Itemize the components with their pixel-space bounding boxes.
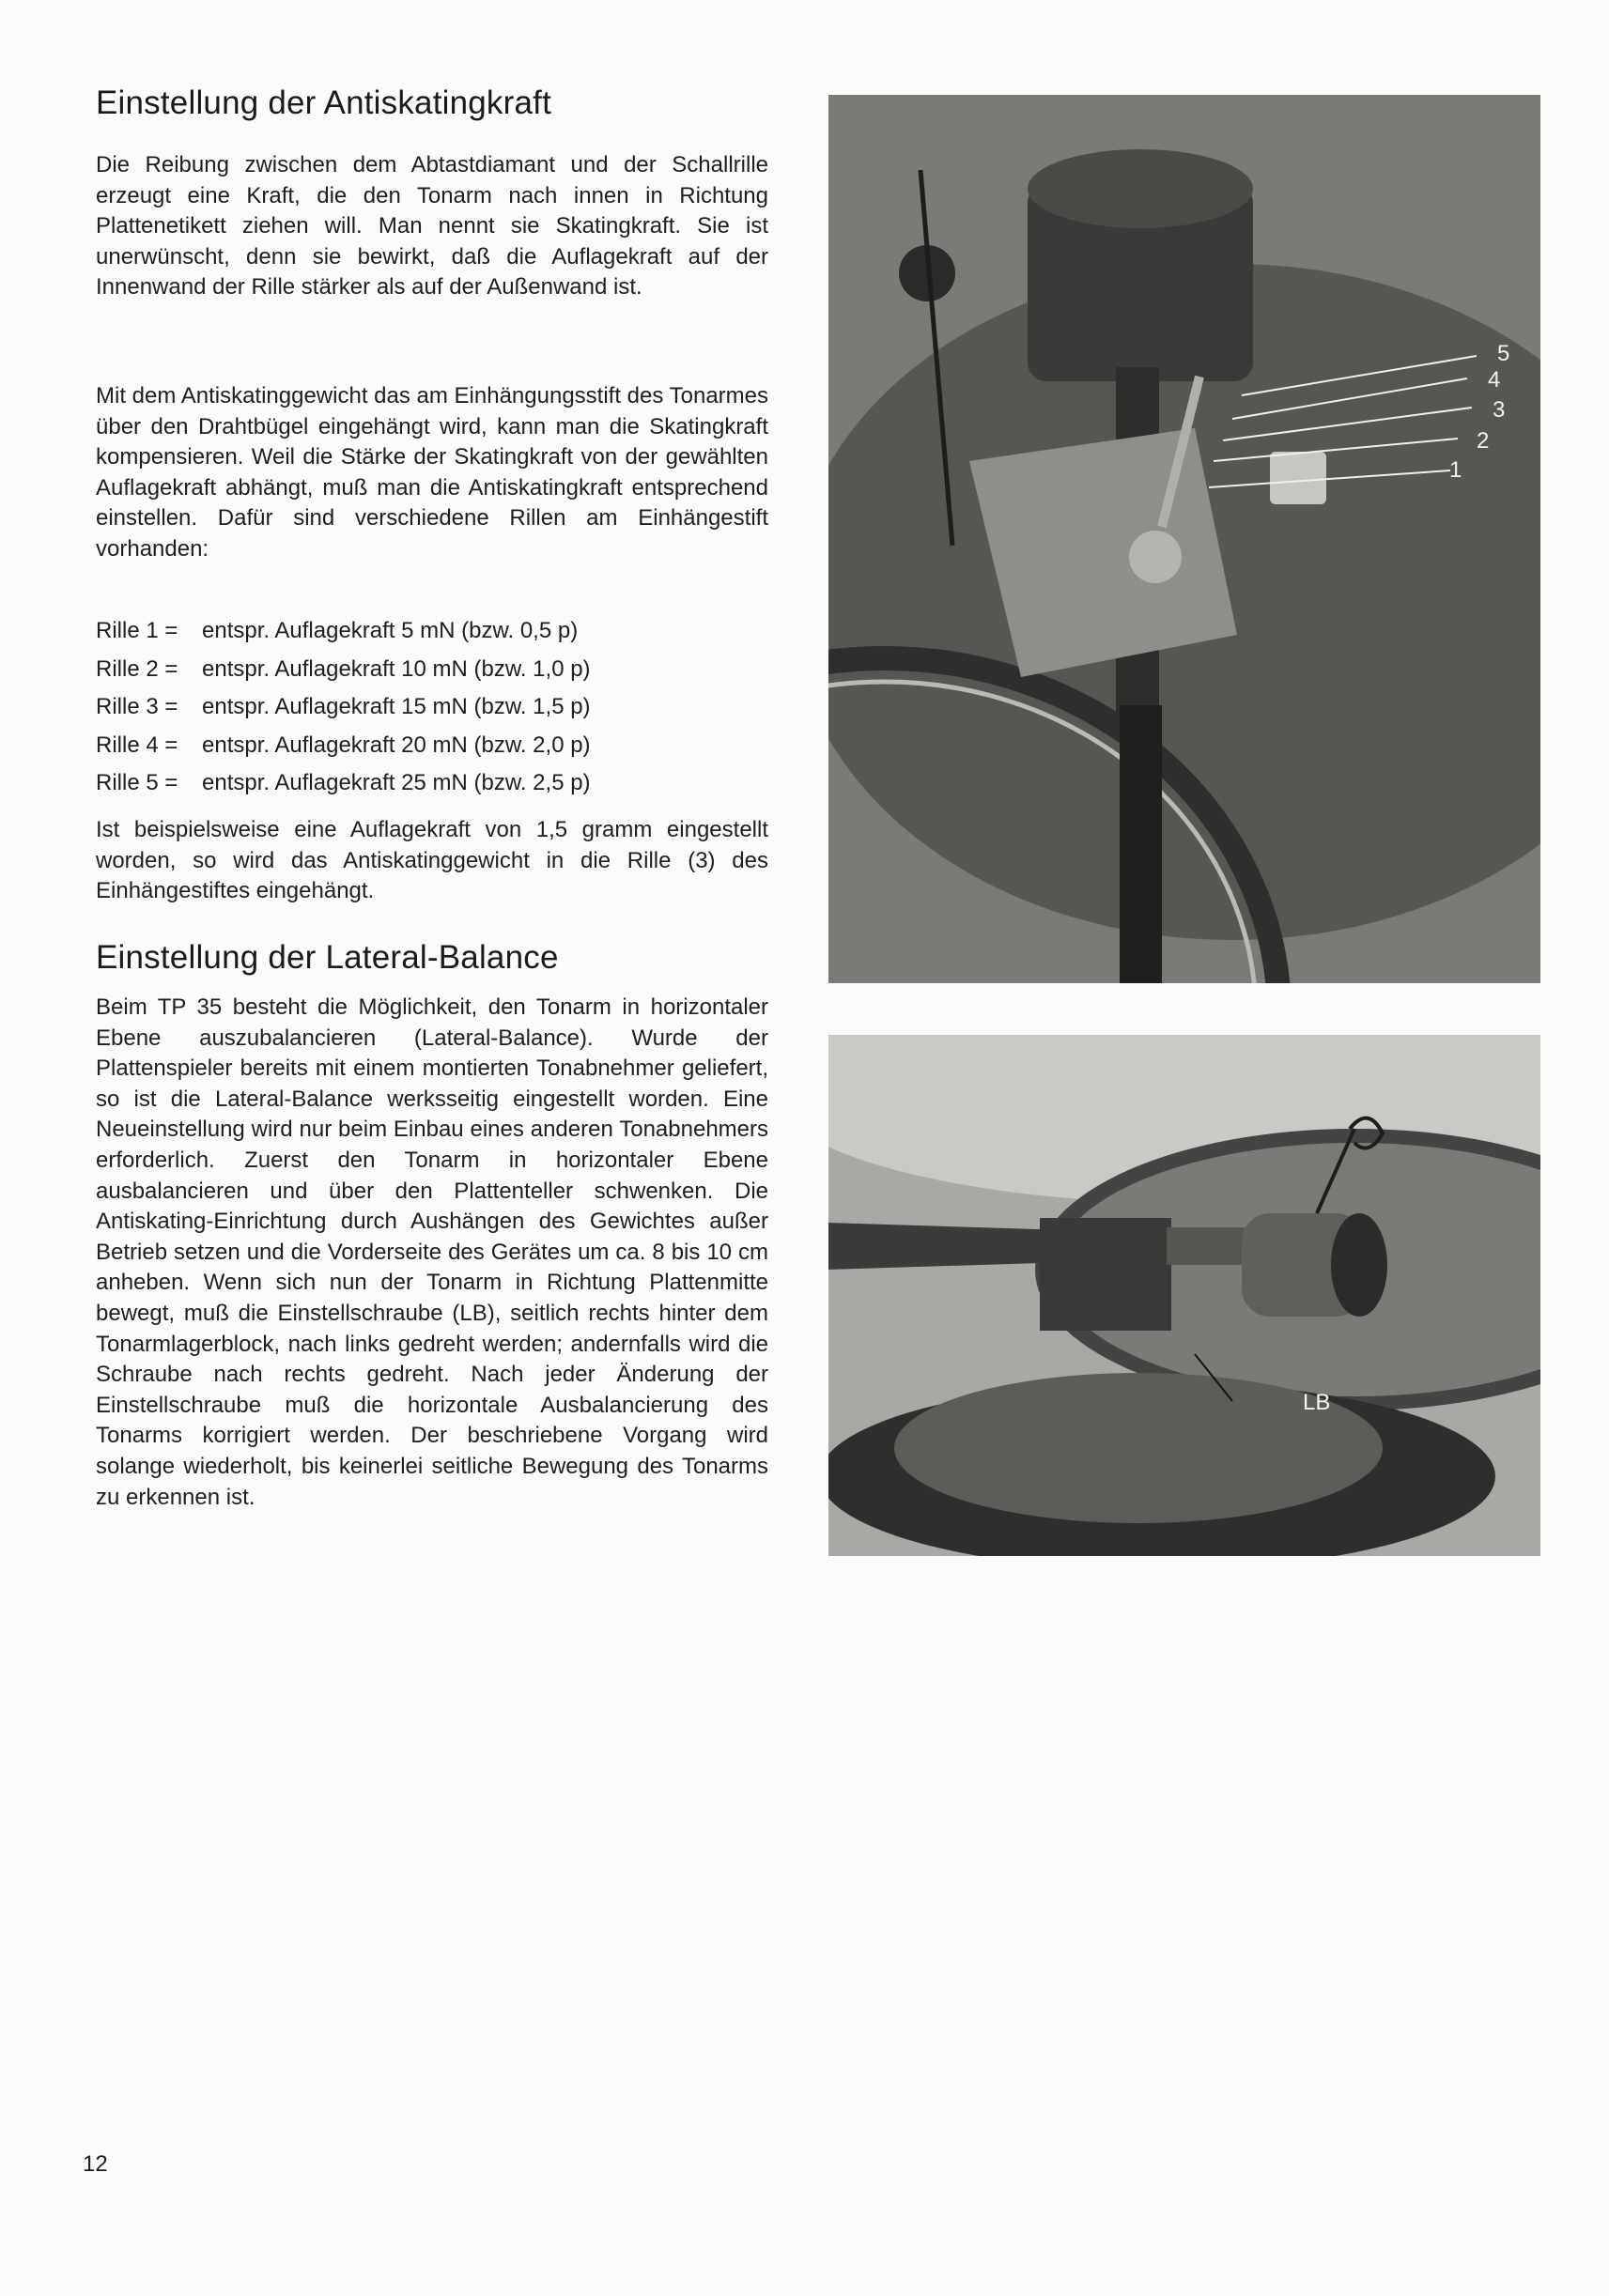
rille-value: entspr. Auflagekraft 15 mN (bzw. 1,5 p): [202, 694, 591, 719]
list-item: [96, 612, 591, 651]
callout-2: 2: [1477, 428, 1490, 454]
rille-label: Rille 3 =: [96, 694, 178, 719]
rille-label: Rille 4 =: [96, 732, 178, 758]
rille-value: entspr. Auflagekraft 10 mN (bzw. 1,0 p): [202, 655, 591, 682]
callout-3: 3: [1493, 397, 1506, 423]
list-item: [96, 727, 591, 765]
callout-lb: LB: [1303, 1390, 1331, 1415]
section-title-antiskating: Einstellung der Antiskatingkraft: [96, 85, 552, 121]
rille-label: Rille 2 =: [96, 655, 178, 682]
rille-label: Rille 1 =: [96, 618, 178, 643]
rille-value: entspr. Auflagekraft 25 mN (bzw. 2,5 p): [202, 770, 591, 795]
list-item: [96, 764, 591, 803]
tonearm-lateral-balance-photo: [828, 1035, 1540, 1556]
list-item: [96, 688, 591, 727]
tonearm-antiskating-photo: [828, 95, 1540, 983]
list-item: [96, 651, 591, 689]
paragraph-antiskating-weight: Mit dem Antiskatinggewicht das am Einhängungsstift des Tonarmes über den Drahtbügel eingehängt wird, kann man die Skatingkraft kompensieren. Weil die Stärke der Skatingkraft von der gewählten Auflagekraft abhängt, muß man die Antiskatingkraft entsprechend einstellen. Dafür sind verschiedene Rillen am Einhängestift vorhanden:: [96, 383, 768, 562]
callout-4: 4: [1488, 367, 1501, 393]
rille-value: entspr. Auflagekraft 20 mN (bzw. 2,0 p): [202, 732, 591, 758]
paragraph-skating-intro: Die Reibung zwischen dem Abtastdiamant und der Schallrille erzeugt eine Kraft, die den Tonarm nach innen in Richtung Plattenetikett ziehen will. Man nennt sie Skatingkraft. Sie ist unerwünscht, denn sie bewirkt, daß die Auflagekraft auf der Innenwand der Rille stärker als auf der Außenwand ist.: [96, 152, 768, 300]
section-title-lateral-balance: Einstellung der Lateral-Balance: [96, 939, 559, 976]
paragraph-example: Ist beispielsweise eine Auflagekraft von 1,5 gramm eingestellt worden, so wird das Antiskatinggewicht in die Rille (3) des Einhängestiftes eingehängt.: [96, 817, 768, 904]
rille-list: [96, 612, 591, 803]
callout-1: 1: [1449, 457, 1462, 483]
paragraph-lateral-balance: Beim TP 35 besteht die Möglichkeit, den Tonarm in horizontaler Ebene auszubalancieren (Lateral-Balance). Wurde der Plattenspieler bereits mit einem montierten Tonabnehmer geliefert, so ist die Lateral-Balance werksseitig eingestellt worden. Eine Neueinstellung wird nur beim Einbau eines anderen Tonabnehmers erforderlich. Zuerst den Tonarm in horizontaler Ebene ausbalancieren und über den Plattenteller schwenken. Die Antiskating-Einrichtung durch Aushängen des Gewichtes außer Betrieb setzen und die Vorderseite des Gerätes um ca. 8 bis 10 cm anheben. Wenn sich nun der Tonarm in Richtung Plattenmitte bewegt, muß die Einstellschraube (LB), seitlich rechts hinter dem Tonarmlagerblock, nach links gedreht werden; andernfalls wird die Schraube nach rechts gedreht. Nach jeder Änderung der Einstellschraube muß die horizontale Ausbalancierung des Tonarms korrigiert werden. Der beschriebene Vorgang wird solange wiederholt, bis keinerlei seitliche Bewegung des Tonarms zu erkennen ist.: [96, 994, 768, 1510]
rille-value: entspr. Auflagekraft 5 mN (bzw. 0,5 p): [202, 618, 579, 643]
page-number: 12: [83, 2151, 108, 2177]
callout-5: 5: [1497, 341, 1510, 366]
rille-label: Rille 5 =: [96, 770, 178, 795]
